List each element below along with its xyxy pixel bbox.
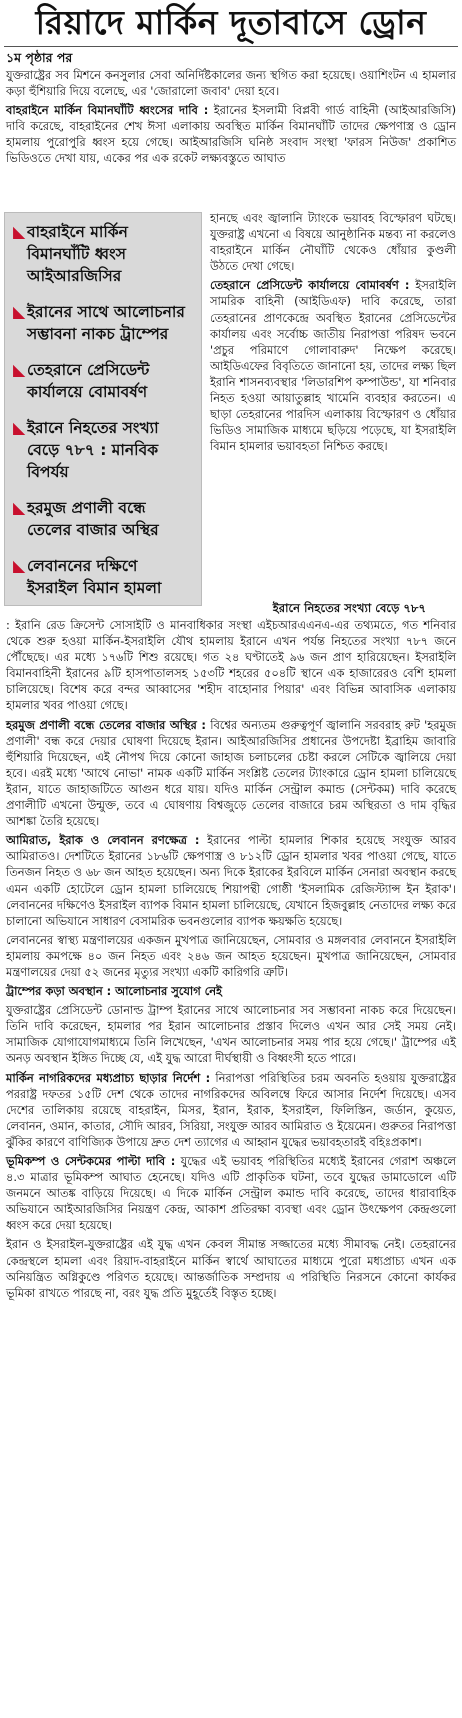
intro-paragraph: যুক্তরাষ্ট্রের সব মিশনে কনসুলার সেবা অনির্দিষ্টকালের জন্য স্থগিত করা হয়েছে। ওয়াশিংটন এ হামলার কড়া হুঁশিয়ারি দিয়ে বলেছে, এর 'জোরালো জবাব' দেয়া হবে। xyxy=(6,68,456,99)
side-column xyxy=(210,210,456,454)
bahrain-paragraph xyxy=(6,102,456,166)
headline-divider xyxy=(4,46,458,47)
triangle-bullet-icon: ◣ xyxy=(13,418,26,437)
sidebar-item-label: বাহরাইনে মার্কিন বিমানঘাঁটি ধ্বংস আইআরজিসির xyxy=(27,223,128,285)
bahrain-subhead: বাহরাইনে মার্কিন বিমানঘাঁটি ধ্বংসের দাবি : xyxy=(6,103,209,118)
main-column xyxy=(6,600,456,1301)
bahrain-continuation: হানছে এবং জ্বালানি ট্যাংকে ভয়াবহ বিস্ফোরণ ঘটছে। যুক্তরাষ্ট্র এখনো এ বিষয়ে আনুষ্ঠানিক মন্তব্য না করলেও বাহরাইনে মার্কিন নৌঘাঁটি থেকেও ধোঁয়ার কুণ্ডলী উঠতে দেখা গেছে। xyxy=(210,211,456,274)
sidebar-item-label: হরমুজ প্রণালী বন্ধে তেলের বাজার অস্থির xyxy=(27,499,159,539)
emirates-text: ইরানের পাল্টা হামলার শিকার হয়েছে সংযুক্ত আরব আমিরাতও। দেশটিতে ইরানের ১৮৬টি ক্ষেপণাস্ত্র ও ৮১২টি ড্রোন হামলার খবর পাওয়া গেছে, যাতে তিনজন নিহত ও ৬৮ জন আহত হয়েছেন। অন্য দিকে ইরাকের ইরবিলে মার্কিন সেনারা অবস্থান করছে এমন একটি হোটেলে ড্রোন হামলা চালিয়েছে শিয়াপন্থী গোষ্ঠী 'ইসলামিক রেজিস্ট্যান্স ইন ইরাক'। লেবাননের দক্ষিণেও ইসরাইল ব্যাপক বিমান হামলা চালিয়েছে, যেখানে হিজবুল্লাহ নেতাদের লক্ষ্য করে চালানো অভিযানে সাধারণ বেসামরিক ভবনগুলোর ব্যাপক ক্ষয়ক্ষতি হয়েছে। xyxy=(6,833,456,928)
sidebar-item-label: তেহরানে প্রেসিডেন্ট কার্যালয়ে বোমাবর্ষণ xyxy=(27,361,150,401)
deaths-paragraph: : ইরানি রেড ক্রিসেন্ট সোসাইটি ও মানবাধিকার সংস্থা এইচআরএএনএ-এর তথ্যমতে, গত শনিবার থেকে শুরু হওয়া মার্কিন-ইসরাইলি যৌথ হামলায় ইরানে এখন পর্যন্ত নিহতের সংখ্যা ৭৮৭ জনে পৌঁছেছে। এর মধ্যে ১৭৬টি শিশু রয়েছে। গত ২৪ ঘণ্টাতেই ৯৬ জন প্রাণ হারিয়েছেন। ইসরাইলি বিমানবাহিনী ইরানের ৯টি হাসপাতালসহ ১৫৩টি শহরের ৫০৪টি স্থানে এক হাজারেরও বেশি হামলা চালিয়েছে। বিশেষ করে বন্দর আব্বাসের 'শহীদ বাহোনার পিয়ার' এবং বিভিন্ন আবাসিক এলাকায় হামলার খবর পাওয়া গেছে। xyxy=(6,618,456,713)
triangle-bullet-icon: ◣ xyxy=(13,556,26,575)
deaths-subhead: ইরানে নিহতের সংখ্যা বেড়ে ৭৮৭ xyxy=(272,601,426,615)
continuation-label: ১ম পৃষ্ঠার পর xyxy=(6,50,73,65)
emirates-paragraph xyxy=(6,832,456,929)
triangle-bullet-icon: ◣ xyxy=(13,360,26,379)
hormuz-text: বিশ্বের অন্যতম গুরুত্বপূর্ণ জ্বালানি সরবরাহ রুট 'হরমুজ প্রণালী' বন্ধ করে দেয়ার ঘোষণা দিয়েছে ইরান। আইআরজিসির প্রধানের উপদেষ্টা ইব্রাহিম জাবারি হুঁশিয়ারি দিয়েছেন, এই নৌপথ দিয়ে কোনো জাহাজ চলাচলের চেষ্টা করলে সেটিকে জ্বালিয়ে দেয়া হবে। এরই মধ্যে 'আথে নোভা' নামক একটি মার্কিন সংশ্লিষ্ট তেলের ট্যাংকারে ড্রোন হামলা চালিয়েছে ইরান, যাতে জাহাজটিতে আগুন ধরে যায়। যদিও মার্কিন সেন্ট্রাল কমান্ড (সেন্টকম) দাবি করেছে প্রণালীটি এখনো উন্মুক্ত, তবে এ ঘোষণায় বিশ্বজুড়ে তেলের বাজারে চরম অস্থিরতা ও দাম বৃদ্ধির আশঙ্কা তৈরি হয়েছে। xyxy=(6,717,457,829)
triangle-bullet-icon: ◣ xyxy=(13,222,26,241)
sidebar-item-label: লেবাননের দক্ষিণে ইসরাইল বিমান হামলা xyxy=(27,557,162,597)
sidebar-item xyxy=(5,351,201,409)
citizens-text: নিরাপত্তা পরিস্থিতির চরম অবনতি হওয়ায় যুক্তরাষ্ট্রের পররাষ্ট্র দফতর ১৫টি দেশ থেকে তাদের নাগরিকদের অবিলম্বে ফিরে আসার নির্দেশ দিয়েছে। এসব দেশের তালিকায় রয়েছে বাহরাইন, মিসর, ইরান, ইরাক, ইসরাইল, ফিলিস্তিন, জর্ডান, কুয়েত, লেবানন, ওমান, কাতার, সৌদি আরব, সিরিয়া, সংযুক্ত আরব আমিরাত ও ইয়েমেন। গুরুতর নিরাপত্তা ঝুঁকির কারণে বাণিজ্যিক উপায়ে দ্রুত দেশ ত্যাগের এ আহ্বান যুদ্ধের ভয়াবহতারই বহিঃপ্রকাশ। xyxy=(6,1070,456,1149)
triangle-bullet-icon: ◣ xyxy=(13,498,26,517)
sidebar-item-label: ইরানের সাথে আলোচনার সম্ভাবনা নাকচ ট্রাম্পের xyxy=(27,303,185,343)
intro-block xyxy=(6,67,456,167)
lebanon-paragraph: লেবাননের স্বাস্থ্য মন্ত্রণালয়ের একজন মুখপাত্র জানিয়েছেন, সোমবার ও মঙ্গলবার লেবাননে ইসরাইলি হামলায় কমপক্ষে ৪০ জন নিহত এবং ২৪৬ জন আহত হয়েছেন। মুখপাত্র জানিয়েছেন, সোমবার মন্ত্রণালয়ের দেয়া ৫২ জনের মৃত্যুর সংখ্যা একটি কারিগরি ত্রুটি। xyxy=(6,932,456,979)
hormuz-subhead: হরমুজ প্রণালী বন্ধে তেলের বাজার অস্থির : xyxy=(6,717,206,732)
citizens-paragraph xyxy=(6,1070,456,1150)
trump-subhead: ট্রাম্পের কড়া অবস্থান : আলোচনার সুযোগ নেই xyxy=(6,984,222,999)
quake-paragraph xyxy=(6,1153,456,1233)
bahrain-text: ইরানের ইসলামী বিপ্লবী গার্ড বাহিনী (আইআরজিসি) দাবি করেছে, বাহরাইনের শেখ ঈসা এলাকায় অবস্থিত মার্কিন বিমানঘাঁটি তাদের ক্ষেপণাস্ত্র ও ড্রোন হামলায় পুরোপুরি ধ্বংস হয়ে গেছে। আইআরজিসি ঘনিষ্ঠ সংবাদ সংস্থা 'ফারস নিউজ' প্রকাশিত ভিডিওতে দেখা যায়, একের পর এক রকেট লক্ষ্যবস্তুতে আঘাত xyxy=(6,103,457,166)
tehran-paragraph xyxy=(210,277,456,454)
hormuz-paragraph xyxy=(6,717,456,830)
sidebar-item-label: ইরানে নিহতের সংখ্যা বেড়ে ৭৮৭ : মানবিক বিপর্যয় xyxy=(27,419,159,481)
sidebar-item xyxy=(5,293,201,351)
tehran-text: ইসরাইলি সামরিক বাহিনী (আইডিএফ) দাবি করেছে, তারা তেহরানের প্রাণকেন্দ্রে অবস্থিত ইরানের প্রেসিডেন্টের কার্যালয় এবং সর্বোচ্চ জাতীয় নিরাপত্তা পরিষদ ভবনে 'প্রচুর পরিমাণে গোলাবারুদ' নিক্ষেপ করেছে। আইডিএফের বিবৃতিতে জানানো হয়, তাদের লক্ষ্য ছিল ইরানি শাসনব্যবস্থার 'লিডারশিপ কম্পাউন্ড', যা শনিবার নিহত হওয়া আয়াতুল্লাহ খামেনি ব্যবহার করতেন। এ ছাড়া তেহরানের পারদিস এলাকায় বিস্ফোরণ ও ধোঁয়ার ভিডিও সামাজিক মাধ্যমে ছড়িয়ে পড়েছে, যা ইসরাইলি বিমান হামলার ভয়াবহতা নিশ্চিত করছে। xyxy=(210,278,456,454)
quake-text: যুদ্ধের এই ভয়াবহ পরিস্থিতির মধ্যেই ইরানের গেরাশ অঞ্চলে ৪.৩ মাত্রার ভূমিকম্প আঘাত হেনেছে। যদিও এটি প্রাকৃতিক ঘটনা, তবে যুদ্ধের ডামাডোলে এটি জনমনে আতঙ্ক বাড়িয়ে দিয়েছে। এ দিকে মার্কিন সেন্ট্রাল কমান্ড দাবি করেছে, তাদের ধারাবাহিক অভিযানে আইআরজিসির নিয়ন্ত্রণ কেন্দ্র, আকাশ প্রতিরক্ষা ব্যবস্থা এবং ড্রোন উৎক্ষেপণ কেন্দ্রগুলো ধ্বংস করে দেয়া হয়েছে। xyxy=(6,1154,456,1233)
sidebar-item xyxy=(5,489,201,547)
sidebar-item xyxy=(5,409,201,489)
closing-paragraph: ইরান ও ইসরাইল-যুক্তরাষ্ট্রের এই যুদ্ধ এখন কেবল সীমান্ত সজ্জাতের মধ্যে সীমাবদ্ধ নেই। তেহরানের কেন্দ্রস্থলে হামলা এবং রিয়াদ-বাহরাইনে মার্কিন স্বার্থে আঘাতের মাধ্যমে পুরো মধ্যপ্রাচ্য এখন এক অনিয়ন্ত্রিত অগ্নিকুণ্ডে পরিণত হয়েছে। আন্তর্জাতিক সম্প্রদায় এ পরিস্থিতি নিরসনে কোনো কার্যকর ভূমিকা রাখতে পারছে না, বরং যুদ্ধ প্রতি মুহূর্তেই বিস্তৃত হচ্ছে। xyxy=(6,1237,456,1300)
triangle-bullet-icon: ◣ xyxy=(13,302,26,321)
headline: রিয়াদে মার্কিন দূতাবাসে ড্রোন xyxy=(35,3,427,42)
citizens-subhead: মার্কিন নাগরিকদের মধ্যপ্রাচ্য ছাড়ার নির্দেশ : xyxy=(6,1070,211,1085)
highlights-sidebar xyxy=(4,212,202,606)
tehran-subhead: তেহরানে প্রেসিডেন্ট কার্যালয়ে বোমাবর্ষণ : xyxy=(210,278,410,293)
sidebar-item xyxy=(5,213,201,293)
emirates-subhead: আমিরাত, ইরাক ও লেবানন রণক্ষেত্র : xyxy=(6,833,200,848)
sidebar-item xyxy=(5,547,201,605)
quake-subhead: ভূমিকম্প ও সেন্টকমের পাল্টা দাবি : xyxy=(6,1154,176,1168)
trump-paragraph: যুক্তরাষ্ট্রের প্রেসিডেন্ট ডোনাল্ড ট্রাম্প ইরানের সাথে আলোচনার সব সম্ভাবনা নাকচ করে দিয়েছেন। তিনি দাবি করেছেন, হামলার পর ইরান আলোচনার প্রস্তাব দিলেও এখন আর সেই সময় নেই। সামাজিক যোগাযোগমাধ্যমে তিনি লিখেছেন, 'এখন আলোচনার সময় পার হয়ে গেছে।' ট্রাম্পের এই অনড় অবস্থান ইঙ্গিত দিচ্ছে যে, এই যুদ্ধ আরো দীর্ঘস্থায়ী ও বিধ্বংসী হতে পারে। xyxy=(6,1003,456,1066)
